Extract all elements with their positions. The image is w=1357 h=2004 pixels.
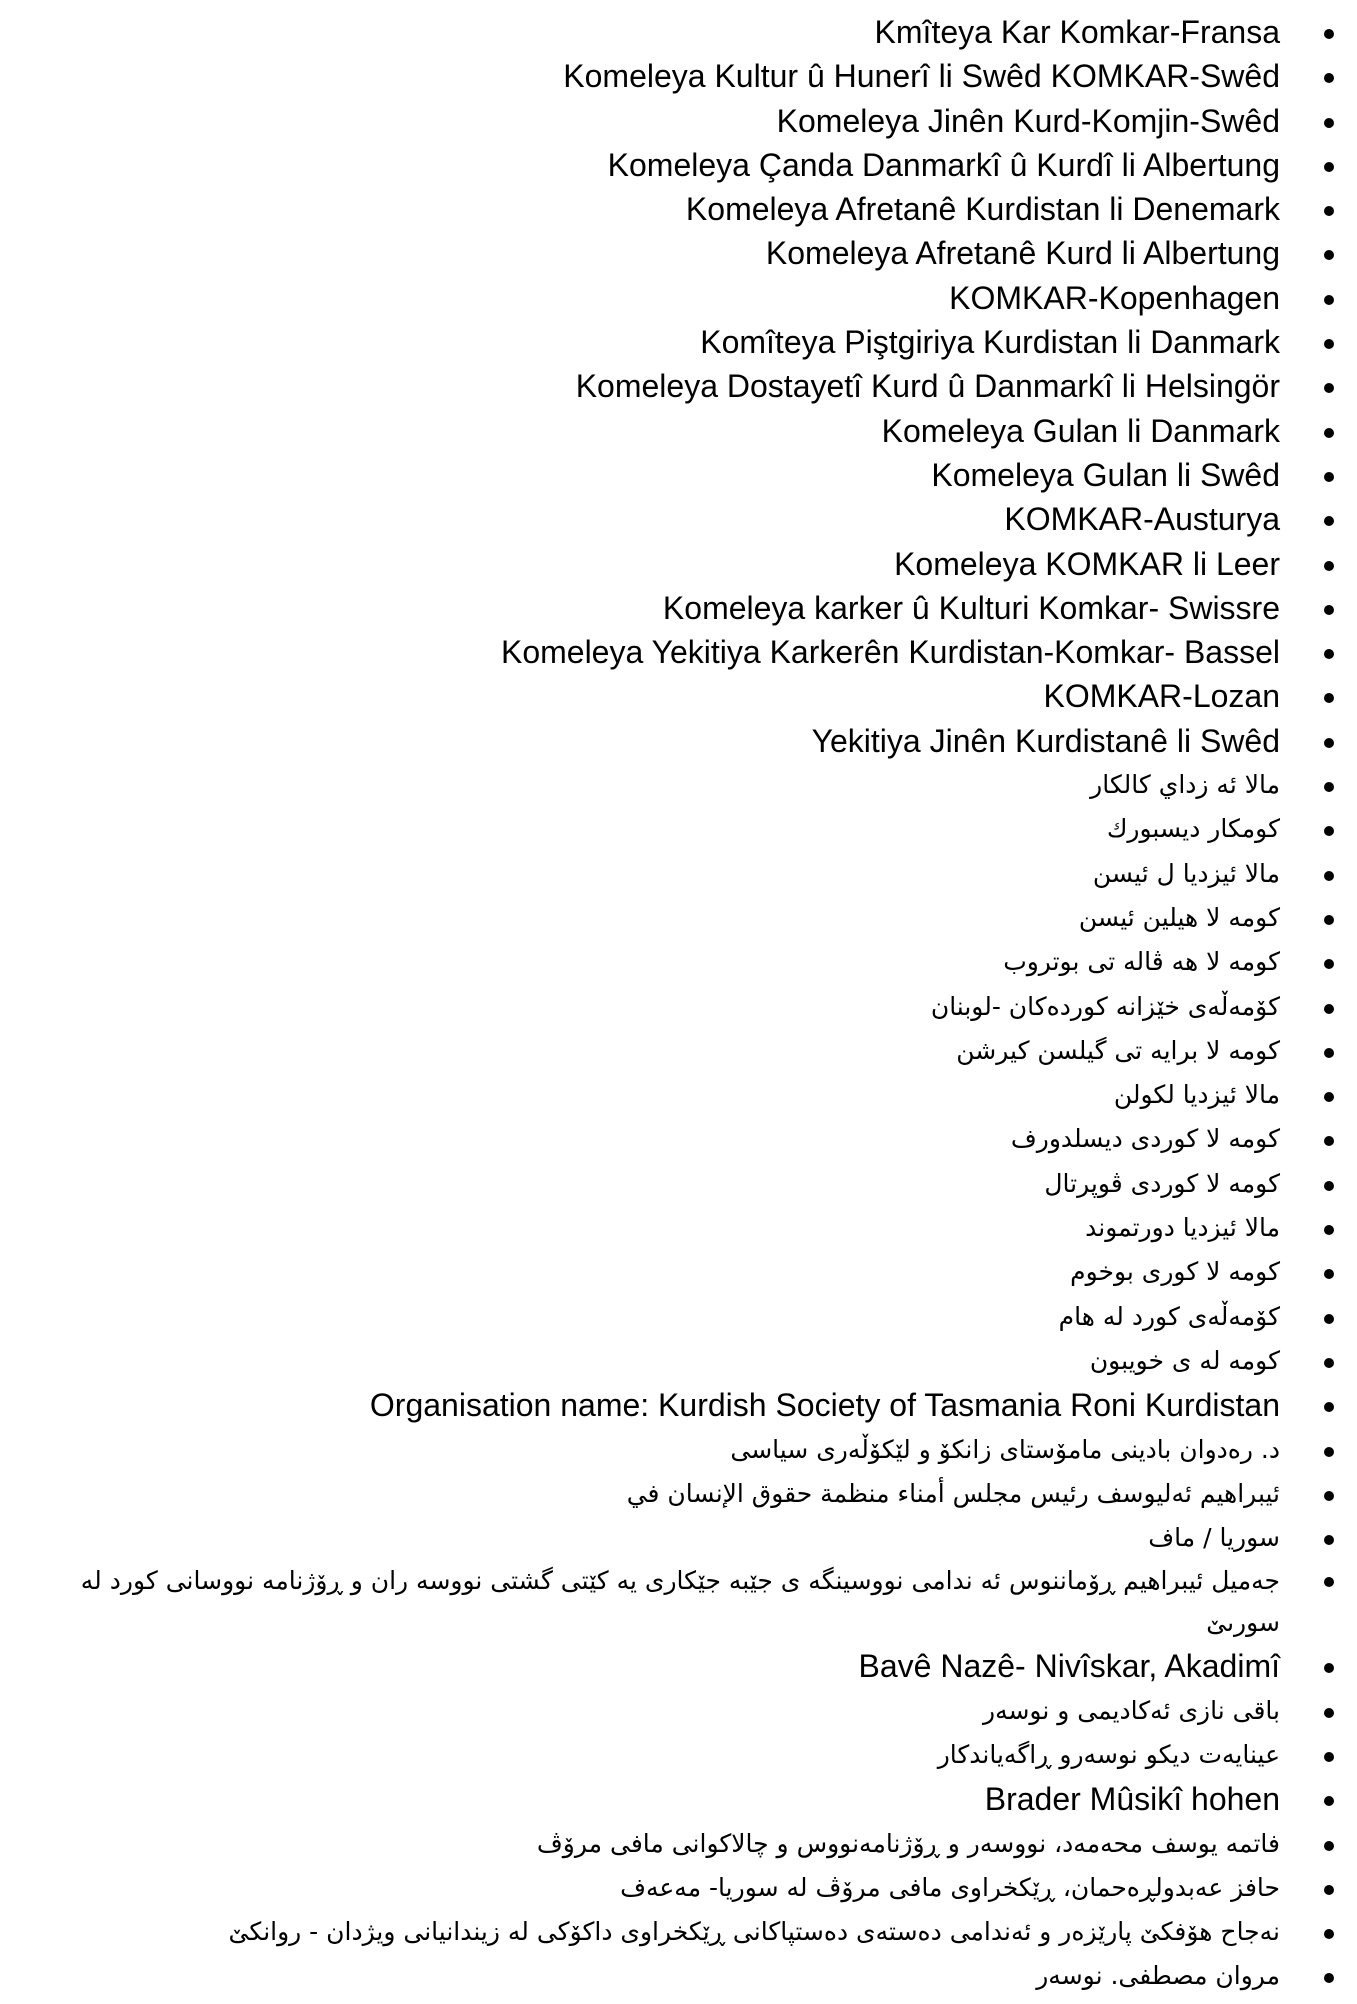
list-item-text: Kmîteya Kar Komkar-Fransa xyxy=(874,14,1280,50)
list-item xyxy=(40,409,1300,453)
list-item xyxy=(40,497,1300,541)
list-item xyxy=(40,1910,1300,1954)
list-item-text: مالا ئيزديا دورتموند xyxy=(1085,1213,1280,1243)
list-item-text: Yekitiya Jinên Kurdistanê li Swêd xyxy=(811,722,1280,759)
bullet-icon xyxy=(1324,1225,1334,1235)
bullet-icon xyxy=(1324,1929,1334,1939)
bullet-icon xyxy=(1324,73,1334,83)
list-item-text: باقى نازى ئەكاديمى و نوسەر xyxy=(983,1695,1280,1725)
list-item xyxy=(40,1162,1300,1206)
list-item-text: كومه لا برايه تى گيلسن كيرشن xyxy=(956,1035,1280,1065)
bullet-icon xyxy=(1324,605,1334,615)
list-item-text: مروان مصطفى. نوسەر xyxy=(1036,1961,1280,1991)
bullet-icon xyxy=(1324,826,1334,836)
bullet-icon xyxy=(1324,915,1334,925)
list-item xyxy=(40,1733,1300,1777)
bullet-icon xyxy=(1324,1491,1334,1501)
list-item-text: ئيبراهيم ئەليوسف رئيس مجلس أمناء منظمة حقوق الإنسان في xyxy=(626,1478,1280,1508)
bullet-icon xyxy=(1324,1973,1334,1983)
bullet-icon xyxy=(1324,738,1334,748)
list-item-text: Komîteya Piştgiriya Kurdistan li Danmark xyxy=(700,324,1280,361)
list-item xyxy=(40,542,1300,586)
list-item xyxy=(40,985,1300,1029)
list-item-text: نەجاح هۆفكێ پارێزەر و ئەندامى دەستەى دەستپاكانى ڕێكخراوى داكۆكى لە زيندانيانى ويژدان - روانكێ xyxy=(228,1917,1280,1947)
bullet-icon xyxy=(1324,250,1334,260)
list-item-text: Komeleya Afretanê Kurdistan li Denemark xyxy=(685,191,1280,228)
list-item xyxy=(40,1866,1300,1910)
list-item xyxy=(40,231,1300,275)
bullet-icon xyxy=(1324,782,1334,792)
list-item-text: كومه لا هه ڤاله تى بوتروب xyxy=(1003,947,1280,977)
list-item xyxy=(40,1428,1300,1472)
list-item xyxy=(40,1295,1300,1339)
list-item-text: كومه لا كوردى ديسلدورف xyxy=(1010,1124,1280,1154)
bullet-icon xyxy=(1324,1796,1334,1806)
list-item-text: Komeleya Çanda Danmarkî û Kurdî li Albertung xyxy=(607,146,1280,183)
bullet-icon xyxy=(1324,1885,1334,1895)
list-item-text: كومكار ديسبورك xyxy=(1106,814,1280,844)
list-item-text: Komeleya Jinên Kurd-Komjin-Swêd xyxy=(776,102,1280,139)
list-item-text: Organisation name: Kurdish Society of Tasmania Roni Kurdistan xyxy=(369,1387,1280,1424)
list-item xyxy=(40,1689,1300,1733)
bullet-icon xyxy=(1324,1004,1334,1014)
list-item xyxy=(40,364,1300,408)
list-item xyxy=(40,1777,1300,1821)
list-item xyxy=(40,453,1300,497)
bullet-icon xyxy=(1324,472,1334,482)
list-item xyxy=(40,1339,1300,1383)
list-item xyxy=(40,719,1300,763)
list-item-text: Brader Mûsikî hohen xyxy=(984,1781,1280,1818)
list-item xyxy=(40,54,1300,98)
list-item xyxy=(40,1822,1300,1866)
list-item-text: مالا ئه زداي كالكار xyxy=(1090,770,1280,800)
bullet-icon xyxy=(1324,1402,1334,1412)
list-item xyxy=(40,852,1300,896)
bullet-icon xyxy=(1324,1752,1334,1762)
list-item xyxy=(40,1644,1300,1688)
list-item-text: حافز عەبدولڕەحمان، ڕێكخراوى مافى مرۆڤ لە سوريا- مەعەف xyxy=(620,1872,1280,1902)
list-item-text: عينايەت ديكو نوسەرو ڕاگەياندكار xyxy=(937,1739,1280,1769)
bullet-icon xyxy=(1324,1447,1334,1457)
bullet-icon xyxy=(1324,959,1334,969)
list-item-text: Komeleya Yekitiya Karkerên Kurdistan-Komkar- Bassel xyxy=(500,634,1280,671)
list-item-text: د. رەدوان بادينى مامۆستاى زانكۆ و لێكۆڵەرى سياسى xyxy=(730,1434,1280,1464)
bullet-icon xyxy=(1324,428,1334,438)
list-item-text: KOMKAR-Austurya xyxy=(1004,501,1280,538)
list-item xyxy=(40,320,1300,364)
list-item xyxy=(40,187,1300,231)
bullet-icon xyxy=(1324,871,1334,881)
bullet-icon xyxy=(1324,649,1334,659)
list-item-text: كومه لە ى خويبون xyxy=(1089,1345,1280,1375)
bullet-icon xyxy=(1324,1269,1334,1279)
list-item xyxy=(40,674,1300,718)
bullet-icon xyxy=(1324,1092,1334,1102)
bullet-icon xyxy=(1324,206,1334,216)
list-item-text: Komeleya Gulan li Swêd xyxy=(931,456,1280,493)
bullet-icon xyxy=(1324,1841,1334,1851)
list-item-text: كۆمەڵەی كورد لە هام xyxy=(1058,1301,1280,1331)
bullet-icon xyxy=(1324,1663,1334,1673)
list-item-text: Komeleya KOMKAR li Leer xyxy=(894,545,1280,582)
bullet-icon xyxy=(1324,1136,1334,1146)
list-item-text: KOMKAR-Lozan xyxy=(1043,678,1280,715)
list-item xyxy=(40,1250,1300,1294)
bullet-icon xyxy=(1324,383,1334,393)
list-item xyxy=(40,630,1300,674)
bullet-icon xyxy=(1324,295,1334,305)
list-item-text: مالا ئيزديا لكولن xyxy=(1113,1080,1280,1110)
list-item-text: Komeleya Kultur û Hunerî li Swêd KOMKAR-Swêd xyxy=(563,58,1280,95)
list-item xyxy=(40,896,1300,940)
bullet-icon xyxy=(1324,118,1334,128)
list-item-text: سوريا / ماف xyxy=(1148,1523,1280,1553)
list-item-text: Komeleya Afretanê Kurd li Albertung xyxy=(765,235,1280,272)
list-item xyxy=(40,1117,1300,1161)
list-item-text: مالا ئيزديا ل ئيسن xyxy=(1092,858,1280,888)
list-item xyxy=(40,807,1300,851)
list-item xyxy=(40,99,1300,143)
signatories-list xyxy=(40,10,1300,1999)
bullet-icon xyxy=(1324,1048,1334,1058)
bullet-icon xyxy=(1324,339,1334,349)
list-item xyxy=(40,1029,1300,1073)
bullet-icon xyxy=(1324,29,1334,39)
list-item-text: كومه لا هيلين ئيسن xyxy=(1078,902,1280,932)
list-item xyxy=(40,10,1300,54)
bullet-icon xyxy=(1324,1358,1334,1368)
bullet-icon xyxy=(1324,1535,1334,1545)
list-item xyxy=(40,940,1300,984)
list-item xyxy=(40,1383,1300,1427)
list-item-text: Bavê Nazê- Nivîskar, Akadimî xyxy=(858,1648,1280,1685)
list-item-text: Komeleya Dostayetî Kurd û Danmarkî li Helsingör xyxy=(575,368,1280,405)
list-item-text: كومه لا كورى بوخوم xyxy=(1070,1257,1280,1287)
bullet-icon xyxy=(1324,1314,1334,1324)
list-item xyxy=(40,586,1300,630)
list-item xyxy=(40,1954,1300,1998)
bullet-icon xyxy=(1324,1181,1334,1191)
list-item xyxy=(40,1560,1300,1644)
list-item-text: Komeleya karker û Kulturi Komkar- Swissre xyxy=(662,589,1280,626)
list-item-text: كومه لا كوردى ڤوپرتال xyxy=(1044,1168,1280,1198)
list-item-text: Komeleya Gulan li Danmark xyxy=(881,412,1280,449)
list-item xyxy=(40,1206,1300,1250)
bullet-icon xyxy=(1324,1577,1334,1587)
bullet-icon xyxy=(1324,561,1334,571)
list-item xyxy=(40,276,1300,320)
list-item xyxy=(40,1073,1300,1117)
list-item-text: جەميل ئيبراهيم ڕۆماننوس ئە ندامى نووسينگە ى جێبە جێكارى يە كێتى گشتى نووسە ران و ڕۆژنامە نووسانى كورد لە سورىێ xyxy=(80,1566,1280,1638)
bullet-icon xyxy=(1324,1708,1334,1718)
list-item xyxy=(40,143,1300,187)
bullet-icon xyxy=(1324,516,1334,526)
list-item xyxy=(40,763,1300,807)
list-item-text: KOMKAR-Kopenhagen xyxy=(949,279,1280,316)
bullet-icon xyxy=(1324,693,1334,703)
bullet-icon xyxy=(1324,162,1334,172)
list-item xyxy=(40,1472,1300,1516)
list-item-text: فاتمە يوسف محەمەد، نووسەر و ڕۆژنامەنووس و چالاكوانى مافى مرۆڤ xyxy=(536,1828,1280,1858)
list-item xyxy=(40,1516,1300,1560)
list-item-text: كۆمەڵەی خێزانە كوردەكان -لوبنان xyxy=(930,991,1280,1021)
